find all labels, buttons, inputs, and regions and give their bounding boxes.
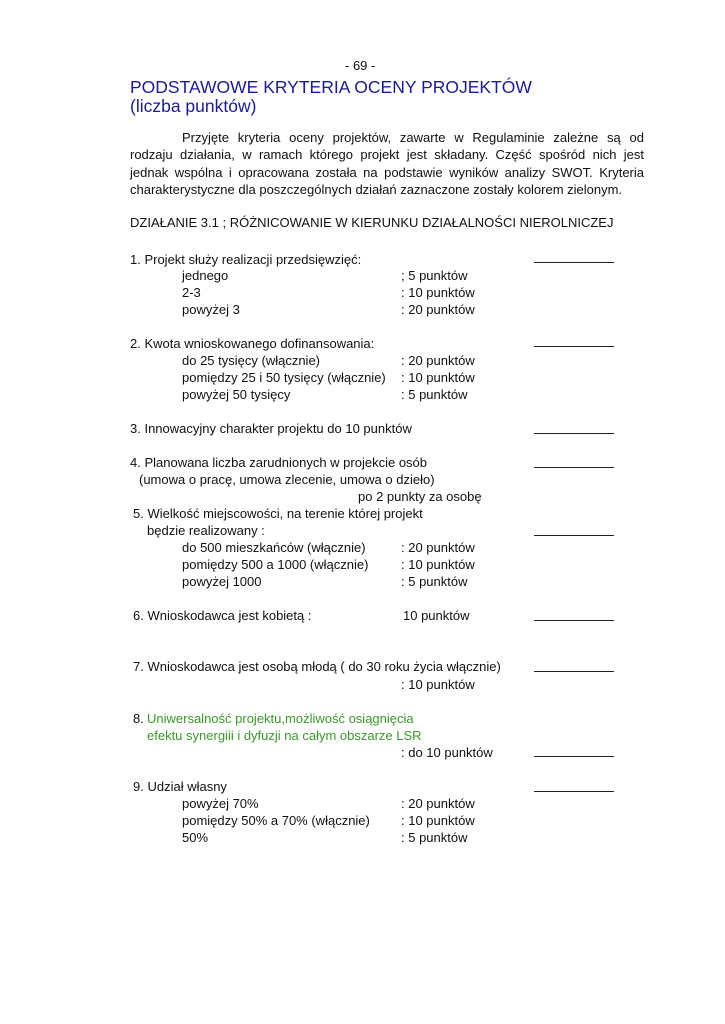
criterion-2-points: : 10 punktów [401,370,475,385]
score-blank-line [534,346,614,347]
criterion-9-option: 50% [182,830,209,845]
intro-line: rodzaju działania, w ramach którego projekt jest składany. Część spośród nich jest [130,147,644,163]
criterion-4-note: (umowa o pracę, umowa zlecenie, umowa o dzieło) [139,472,435,487]
criterion-6-points: 10 punktów [403,608,470,623]
score-blank-line [534,620,614,621]
criterion-2-option: powyżej 50 tysięcy [182,387,291,402]
intro-line: charakterystyczne dla poszczególnych działań zaznaczone zostały kolorem zielonym. [130,182,623,198]
criterion-4-label: 4. Planowana liczba zarudnionych w projekcie osób [130,455,428,470]
criterion-9-option: powyżej 70% [182,796,259,811]
intro-paragraph [130,129,644,199]
criterion-2-points: : 5 punktów [401,387,468,402]
intro-line: Przyjęte kryteria oceny projektów, zawarte w Regulaminie zależne są od [182,130,644,145]
criterion-2-label: 2. Kwota wnioskowanego dofinansowania: [130,336,375,351]
score-blank-line [534,535,614,536]
criterion-5-option: pomiędzy 500 a 1000 (włącznie) [182,557,369,572]
intro-line: jednak wspólna i opracowana została na podstawie wyników analizy SWOT. Kryteria [130,164,644,180]
criterion-2-option: do 25 tysięcy (włącznie) [182,353,320,368]
criterion-9-label: 9. Udział własny [133,779,227,794]
criterion-5-points: : 20 punktów [401,540,475,555]
criterion-1-option: powyżej 3 [182,302,240,317]
page-title: PODSTAWOWE KRYTERIA OCENY PROJEKTÓW [130,77,532,97]
criterion-5-option: powyżej 1000 [182,574,262,589]
criterion-1-option: 2-3 [182,285,201,300]
criterion-9-points: : 5 punktów [401,830,468,845]
criterion-5-points: : 5 punktów [401,574,468,589]
criterion-1-points: ; 5 punktów [401,268,468,283]
criterion-9-option: pomiędzy 50% a 70% (włącznie) [182,813,370,828]
criterion-8-label-cont: efektu synergiii i dyfuzji na całym obszarze LSR [147,728,422,743]
page-subtitle: (liczba punktów) [130,96,257,116]
criterion-8-label: Uniwersalność projektu,możliwość osiągnięcia [147,711,414,726]
score-blank-line [534,262,614,263]
criterion-9-points: : 20 punktów [401,796,475,811]
criterion-7-points: : 10 punktów [401,677,475,692]
score-blank-line [534,671,614,672]
criterion-7-label: 7. Wnioskodawca jest osobą młodą ( do 30 roku życia włącznie) [133,659,501,674]
score-blank-line [534,433,614,434]
criterion-2-points: : 20 punktów [401,353,475,368]
criterion-8-number: 8. [133,711,144,726]
criterion-8-points: : do 10 punktów [401,745,493,760]
criterion-5-label: 5. Wielkość miejscowości, na terenie której projekt [133,506,423,521]
criterion-6-label: 6. Wnioskodawca jest kobietą : [133,608,312,623]
criterion-5-option: do 500 mieszkańców (włącznie) [182,540,366,555]
criterion-2-option: pomiędzy 25 i 50 tysięcy (włącznie) [182,370,386,385]
score-blank-line [534,756,614,757]
criterion-4-points: po 2 punkty za osobę [358,489,482,504]
criterion-1-points: : 20 punktów [401,302,475,317]
criterion-5-points: : 10 punktów [401,557,475,572]
criterion-3-label: 3. Innowacyjny charakter projektu do 10 punktów [130,421,412,436]
criterion-5-label-cont: będzie realizowany : [147,523,265,538]
score-blank-line [534,791,614,792]
criterion-1-label: 1. Projekt służy realizacji przedsięwzięć: [130,252,362,267]
page-number: - 69 - [345,58,376,73]
criterion-1-points: : 10 punktów [401,285,475,300]
criterion-1-option: jednego [182,268,229,283]
score-blank-line [534,467,614,468]
criterion-9-points: : 10 punktów [401,813,475,828]
section-heading: DZIAŁANIE 3.1 ; RÓŻNICOWANIE W KIERUNKU DZIAŁALNOŚCI NIEROLNICZEJ [130,215,614,230]
